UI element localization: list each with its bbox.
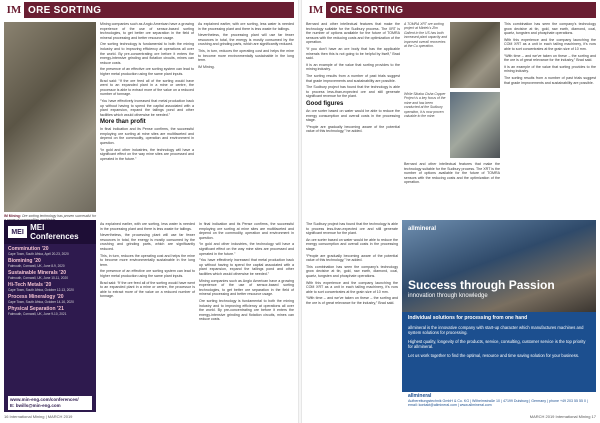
ad-company-name: allmineral (408, 393, 432, 399)
paragraph: “In gold and other industries, the technology will have a significant effect on the way mine sites are processed and operated in the future.” (199, 242, 294, 256)
mei-logo: MEI (8, 226, 27, 238)
column-c (198, 22, 294, 218)
paragraph: Brad said: “If the ore feed all of the sorting would have went to an expanded plant in a mine or centre, the processor is able to extract more of the value on a reduced number of tonnage. (100, 78, 194, 97)
section-title: ORE SORTING (28, 4, 102, 16)
column-b (100, 22, 194, 218)
conference-name: Biomining ’20 (8, 258, 41, 264)
paragraph: This combination has seen the company’s technology grow decisive at tin, gold, raw earth, diamond, coal, quartz, tungsten and phosphate operations. (504, 22, 596, 36)
paragraph: “With time – and we’ve taken on these – the sorting and the ore is of great relevance for the industry,” Brad said. (504, 53, 596, 63)
caption-label: IM Mining: (4, 214, 21, 218)
paragraph: With this experience and the company launching the COM XRT as a unit in each tailing machinery, it’s now able to sort concentrates at the grain size of 10 mm. (306, 280, 398, 294)
article-photo (4, 22, 96, 212)
right-page (302, 0, 600, 423)
paragraph: As explained earlier, with ore sorting, less water is needed in the processing plant and there is less waste for tailings. (100, 222, 195, 231)
ad-paragraph: Highest quality, longevity of the products, service, consulting, customer service is the top priority for allmineral. (408, 338, 586, 350)
column-a (306, 22, 400, 218)
conference-details: Falmouth, Cornwall, UK, June 10-11, 2020 (8, 276, 69, 280)
paragraph: “You have effectively increased that metal production back up without having to spend the capital associated with a plant expansion, expand the tailings pond and other facilities which would otherwise be needed.” (199, 258, 294, 276)
paragraph: The sorting results from a number of past trials suggest that grade improvements and sustainability are possible. (504, 75, 596, 85)
conference-details: Cape Town, South Africa, October 12-13, 2020 (8, 288, 74, 292)
conference-name: Sustainable Minerals ’20 (8, 270, 67, 276)
paragraph: Brad said: “If the ore feed all of the sorting would have went to an expanded plant in a mine or centre, the processor is able to extract more of the value on a reduced number of tonnage. (100, 280, 195, 299)
paragraph: “People are gradually becoming aware of the potential value of this technology,” he added. (306, 253, 398, 263)
photo-caption: A TOMRA XRT ore sorting project at Mintek’s Zim Gallent in the US has both increased plant capacity and improved overall recoveries at the Cu operation. (404, 22, 447, 49)
conference-item (8, 282, 92, 292)
conference-item (8, 270, 92, 280)
section-title: ORE SORTING (330, 4, 404, 16)
mei-website-link[interactable]: www.min-eng.com/conferences/ (10, 397, 79, 402)
ad-headline: Success through Passion (408, 278, 555, 292)
ad-body-heading: Individual solutions for processing from one hand (408, 315, 528, 321)
plant-photo (450, 92, 500, 158)
paragraph: Bernard and other intellectual features that make the technology suitable for the Sudbury process. The XRT is the number of options available for the future of TOMRA sensors with the reducing costs and the optimization of the operation. (404, 162, 500, 185)
paragraph: With this experience and the company launching the COM XRT as a unit in each tailing machinery, it’s now able to sort concentrates at the grain size of 10 mm. (504, 37, 596, 51)
paragraph: the presence of an effective ore sorting system can lead to higher metal production using the same plant inputs. (100, 269, 195, 278)
mei-title: MEI Conferences (30, 223, 79, 241)
conference-item (8, 246, 92, 256)
paragraph: The Sudbury project has found that the technology is able to process less-than-expected ore and still generate significant revenue for the plant. (306, 85, 400, 99)
page-number: 16 International Mining | MARCH 2019 (4, 414, 73, 419)
ad-address[interactable]: Aufbereitungstechnik GmbH & Co. KG | Wilhelmstraße 10 | 47199 Duisburg | Germany | phone +49 203 55 55 0 | email: kontakt@allmineral.com | www.allmineral.com (408, 398, 588, 408)
conference-details: Falmouth, Cornwall, UK, June 9-10, 2021 (8, 312, 67, 316)
paragraph: In final indication and its Pense confirms, the successful employing ore sorting at mine sites are multifaceted and depend on the commodity, operation and environment in question. (199, 222, 294, 240)
conference-item (8, 258, 92, 268)
paragraph: Nevertheless, the processing plant will use far fewer resources in total, the energy is mostly consumed by the crushing and grinding parts, which are significantly reduced. (100, 233, 195, 251)
page-number: MARCH 2019 International Mining 17 (529, 414, 596, 419)
conference-details: Falmouth, Cornwall, UK, June 8-9, 2020 (8, 264, 65, 268)
logo-initials: IM (6, 4, 22, 16)
ad-contact[interactable] (402, 392, 596, 416)
paragraph: Ore sorting technology is fundamental to both the mining industry and to improving efficiency at operations all over the world. By pre-concentrating ore before it enters the energy-intensive grinding and flotation circuits, mines can reduce costs. (100, 42, 194, 65)
section-header (4, 2, 294, 18)
subheading: More than profit (100, 119, 146, 126)
paragraph: The sorting results from a number of past trials suggest that grade improvements and sustainability are possible. (306, 73, 400, 83)
conference-name: Process Mineralogy ’20 (8, 294, 64, 300)
paragraph: This, in turn, reduces the operating cost and helps the mine to become more environmentally sustainable in the long term. (198, 48, 294, 63)
pull-quote: While Sibaka Cisha Copper Project is a key focus of the mine and has been conducted at the Sudbury operation, it is now proven valuable to the mine. (404, 92, 446, 119)
paragraph: Ore sorting technology is fundamental to both the mining industry and to improving efficiency at operations all over the world. By pre-concentrating ore before it enters the energy-intensive grinding and flotation circuits, mines can reduce costs. (199, 298, 294, 322)
paragraph: it is an example of the value that sorting provides to the mining industry. (504, 64, 596, 74)
ad-brand-logo: allmineral (408, 226, 437, 232)
conference-item (8, 294, 92, 304)
lower-column-left (100, 222, 195, 410)
paragraph: “If you don’t have an ore body that has the applicable minerals then this is not going to be helpful by itself,” Brad said. (306, 46, 400, 61)
column-c (504, 22, 596, 218)
paragraph: “With time – and we’ve taken on these – the sorting and the ore is of great relevance for the industry,” Brad said. (306, 296, 398, 305)
paragraph: “In gold and other industries, the technology will have a significant effect on the way mine sites are processed and operated in the future.” (100, 147, 194, 161)
paragraph: Nevertheless, the processing plant will use far fewer resources in total, the energy is mostly consumed by the crushing and grinding parts, which are significantly reduced. (198, 33, 294, 47)
lower-column-right (199, 222, 294, 410)
sorter-photo (450, 22, 500, 88)
conference-item (8, 306, 92, 316)
paragraph: “People are gradually becoming aware of the potential value of this technology,” he added. (306, 124, 400, 134)
paragraph: This combination has seen the company’s technology grow decisive at tin, gold, raw earth, diamond, coal, quartz, tungsten and phosphate operations. (306, 264, 398, 278)
paragraph: “You have effectively increased that metal production back up without having to spend the capital associated with a plant expansion, expand the tailings pond and other facilities which would otherwise be needed.” (100, 98, 194, 117)
logo-initials: IM (308, 4, 324, 16)
conference-list (4, 244, 96, 320)
conference-details: Cape Town, South Africa, October 14-16, 2020 (8, 300, 74, 304)
conference-name: Hi-Tech Metals ’20 (8, 282, 52, 288)
mei-contact[interactable] (8, 396, 92, 410)
section-header (306, 2, 596, 18)
conference-name: Physical Separation ’21 (8, 306, 64, 312)
paragraph: it is an example of the value that sorting provides to the mining industry. (306, 62, 400, 72)
paragraph: Mining companies such as Anglo American have a growing experience of the use of sensor-based sorting technologies, to get better ore separation in the field of mineral processing and better resource usage. (100, 22, 194, 40)
subheading: Good figures (306, 100, 344, 107)
ad-body (408, 316, 590, 362)
lower-columns (100, 222, 294, 410)
paragraph: As explained earlier, with ore sorting, less water is needed in the processing plant and there is less waste for tailings. (198, 22, 294, 31)
paragraph: IM Mining. (198, 64, 215, 69)
paragraph: An ore sorter based on water would be able to reduce the energy consumption and overall costs in the processing stage. (306, 108, 400, 123)
left-page (0, 0, 298, 423)
column-b (404, 162, 500, 218)
paragraph: Mining companies such as Anglo American have a growing experience of the use of sensor-based sorting technologies, to get better ore separation in the field of mineral processing and better resource usage. (199, 278, 294, 297)
middle-column (404, 22, 500, 218)
conference-name: Comminution ’20 (8, 246, 49, 252)
paragraph: An ore sorter based on water would be able to reduce the energy consumption and overall costs in the processing stage. (306, 237, 398, 251)
caption-text: Ore sorting technology has proven successful for (21, 214, 96, 218)
ad-paragraph: Let us work together to find the optimal, resource and time saving solution for your business. (408, 352, 580, 358)
ad-paragraph: allmineral is the innovative company with start-up character which manufactures machines and system solutions for processing. (408, 324, 584, 336)
magazine-logo (306, 2, 326, 18)
paragraph: In final indication and its Pense confirms, the successful employing ore sorting at mine sites are multifaceted and depend on the commodity, operation and environment in question. (100, 127, 194, 146)
mei-banner (4, 220, 96, 244)
paragraph: Bernard and other intellectual features that make the technology suitable for the Sudbury process. The XRT is the number of options available for the future of TOMRA sensors with the reducing costs and the optimization of the operation. (306, 22, 400, 45)
paragraph: the presence of an effective ore sorting system can lead to higher metal production using the same plant inputs. (100, 67, 194, 76)
mei-conferences-ad[interactable] (4, 220, 96, 412)
paragraph: The Sudbury project has found that the technology is able to process less-than-expected ore and still generate significant revenue for the plant. (306, 222, 398, 236)
mei-email-link[interactable]: E: bwills@min-eng.com (10, 403, 61, 408)
lower-column (306, 222, 398, 410)
paragraph: This, in turn, reduces the operating cost and helps the mine to become more environmentally sustainable in the long term. (100, 253, 195, 267)
conference-details: Cape Town, South Africa, April 20-23, 2020 (8, 252, 69, 256)
magazine-logo (4, 2, 24, 18)
allmineral-ad[interactable] (402, 220, 596, 416)
ad-tagline: innovation through knowledge (408, 293, 488, 299)
